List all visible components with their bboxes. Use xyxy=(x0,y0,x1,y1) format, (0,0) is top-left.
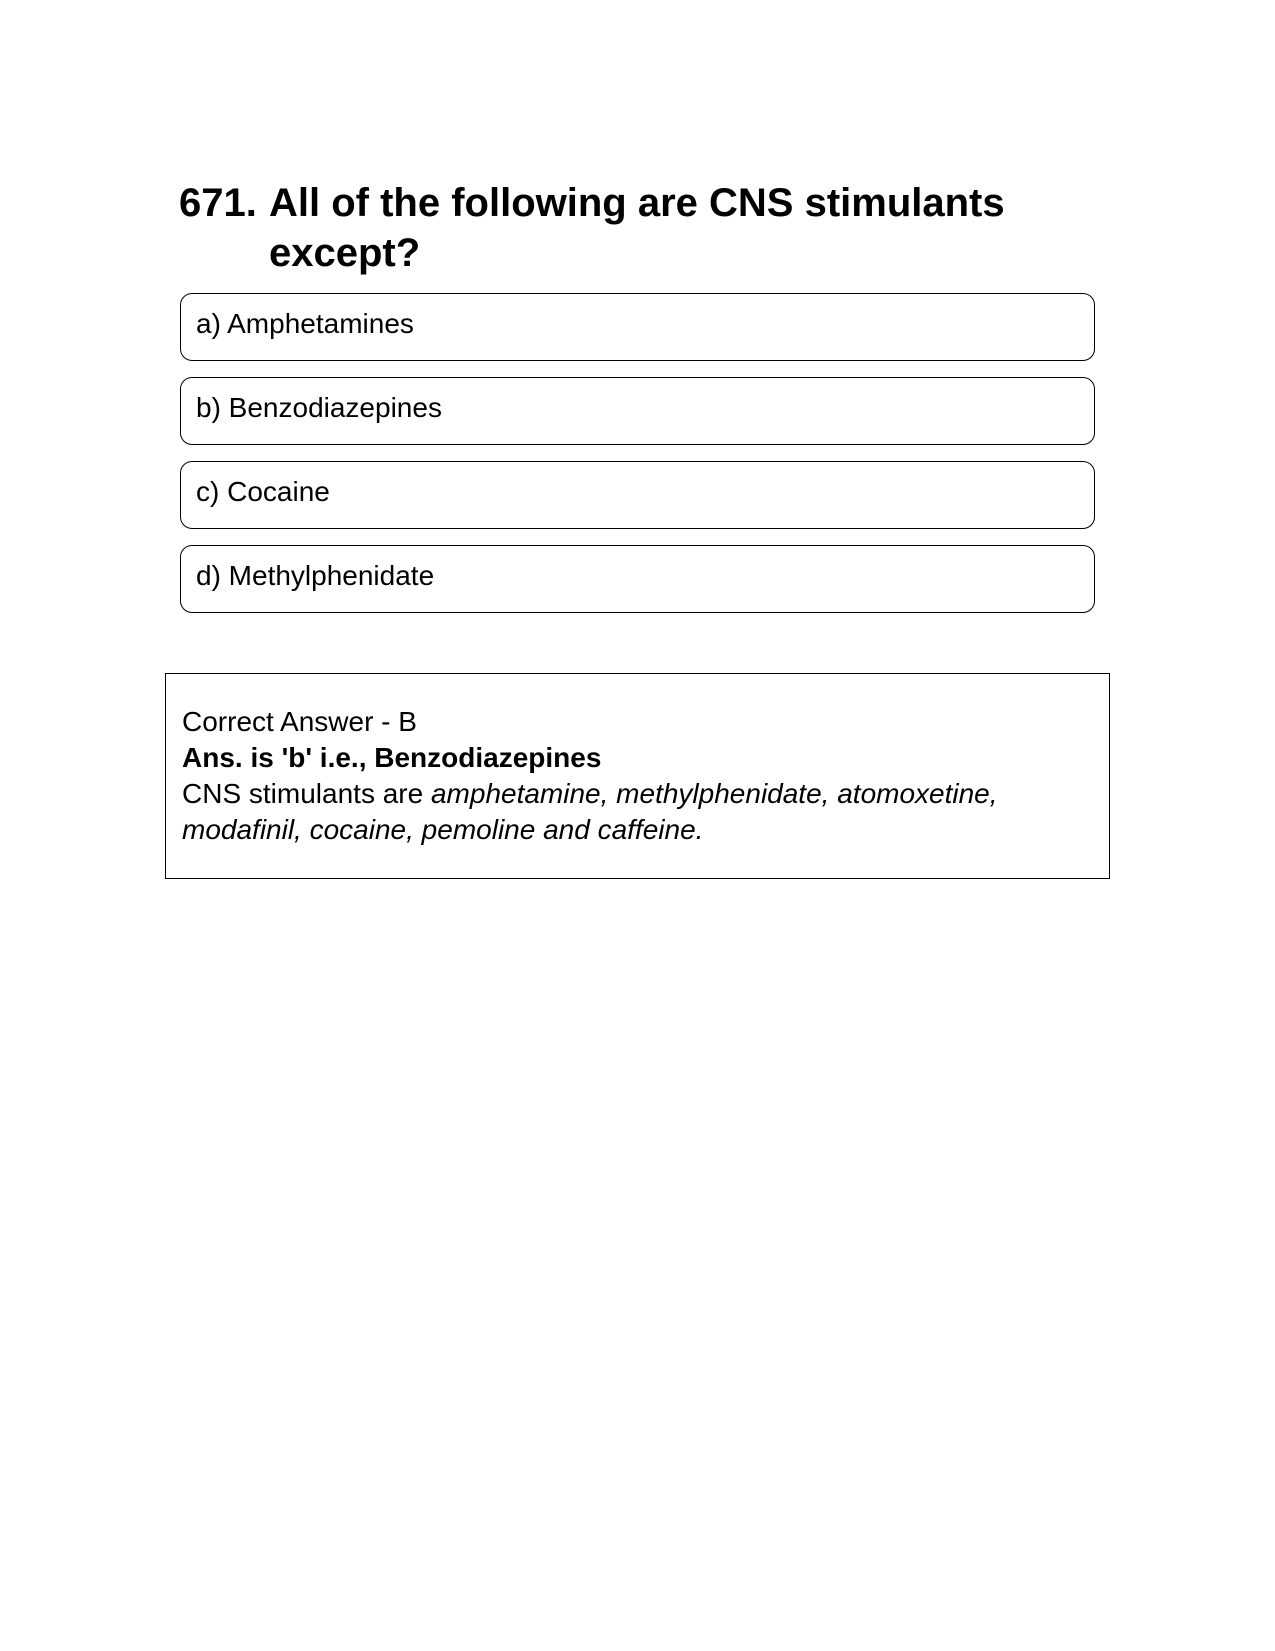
option-d[interactable]: d) Methylphenidate xyxy=(180,545,1095,613)
question-text: All of the following are CNS stimulants except? xyxy=(269,181,1005,275)
question-number: 671. xyxy=(179,181,257,225)
question xyxy=(179,178,1079,278)
answer-explanation xyxy=(182,776,1094,848)
option-b[interactable]: b) Benzodiazepines xyxy=(180,377,1095,445)
options-list xyxy=(180,293,1095,629)
answer-box xyxy=(165,673,1110,879)
explanation-prefix: CNS stimulants are xyxy=(182,778,431,809)
answer-statement: Ans. is 'b' i.e., Benzodiazepines xyxy=(182,742,602,773)
correct-answer-line: Correct Answer - B xyxy=(182,706,417,737)
option-c[interactable]: c) Cocaine xyxy=(180,461,1095,529)
option-a[interactable]: a) Amphetamines xyxy=(180,293,1095,361)
explanation-drug-list: amphetamine, methylphenidate, atomoxetine, modafinil, cocaine, pemoline and caffeine. xyxy=(182,778,998,845)
